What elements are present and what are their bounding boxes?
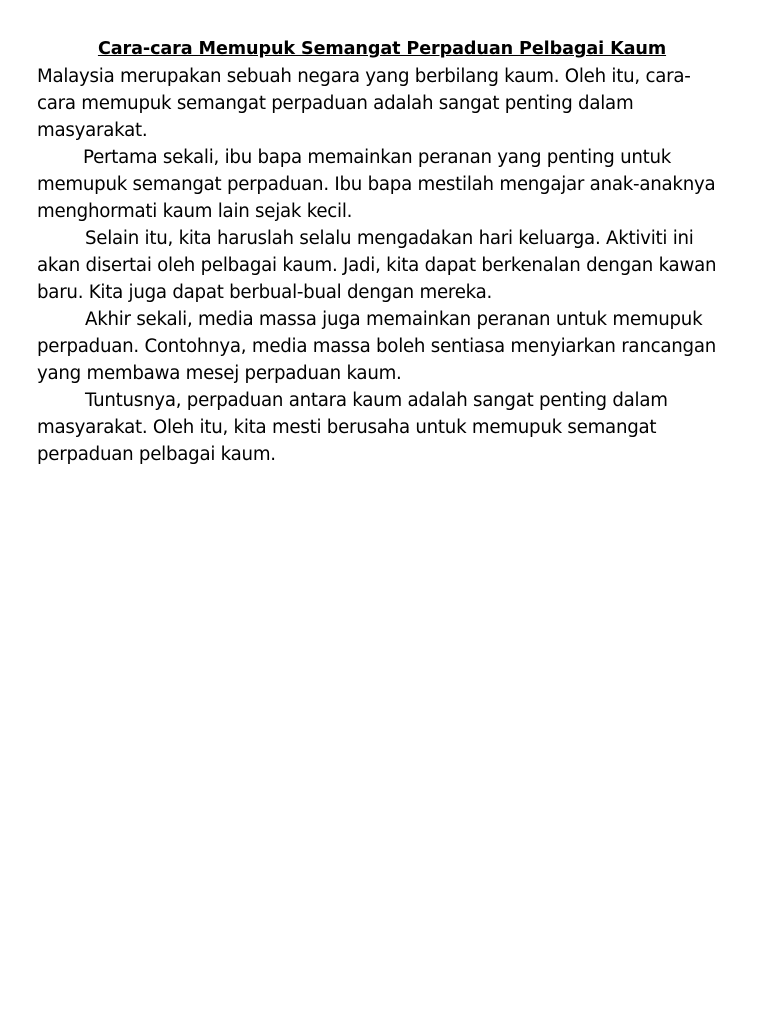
document-title: Cara-cara Memupuk Semangat Perpaduan Pelbagai Kaum	[97, 39, 667, 59]
paragraph-intro: Malaysia merupakan sebuah negara yang berbilang kaum. Oleh itu, cara-cara memupuk semangat perpaduan adalah sangat penting dalam masyarakat.	[37, 66, 691, 141]
document-page	[37, 36, 727, 468]
paragraph-first-point: Pertama sekali, ibu bapa memainkan peranan yang penting untuk memupuk semangat perpaduan. Ibu bapa mestilah mengajar anak-anaknya menghormati kaum lain sejak kecil.	[37, 147, 716, 222]
paragraph-third-point: Akhir sekali, media massa juga memainkan peranan untuk memupuk perpaduan. Contohnya, media massa boleh sentiasa menyiarkan rancangan yang membawa mesej perpaduan kaum.	[37, 309, 716, 384]
paragraph-conclusion: Tuntusnya, perpaduan antara kaum adalah sangat penting dalam masyarakat. Oleh itu, kita mesti berusaha untuk memupuk semangat perpaduan pelbagai kaum.	[37, 390, 668, 465]
paragraph-second-point: Selain itu, kita haruslah selalu mengadakan hari keluarga. Aktiviti ini akan disertai oleh pelbagai kaum. Jadi, kita dapat berkenalan dengan kawan baru. Kita juga dapat berbual-bual dengan mereka.	[37, 228, 717, 303]
